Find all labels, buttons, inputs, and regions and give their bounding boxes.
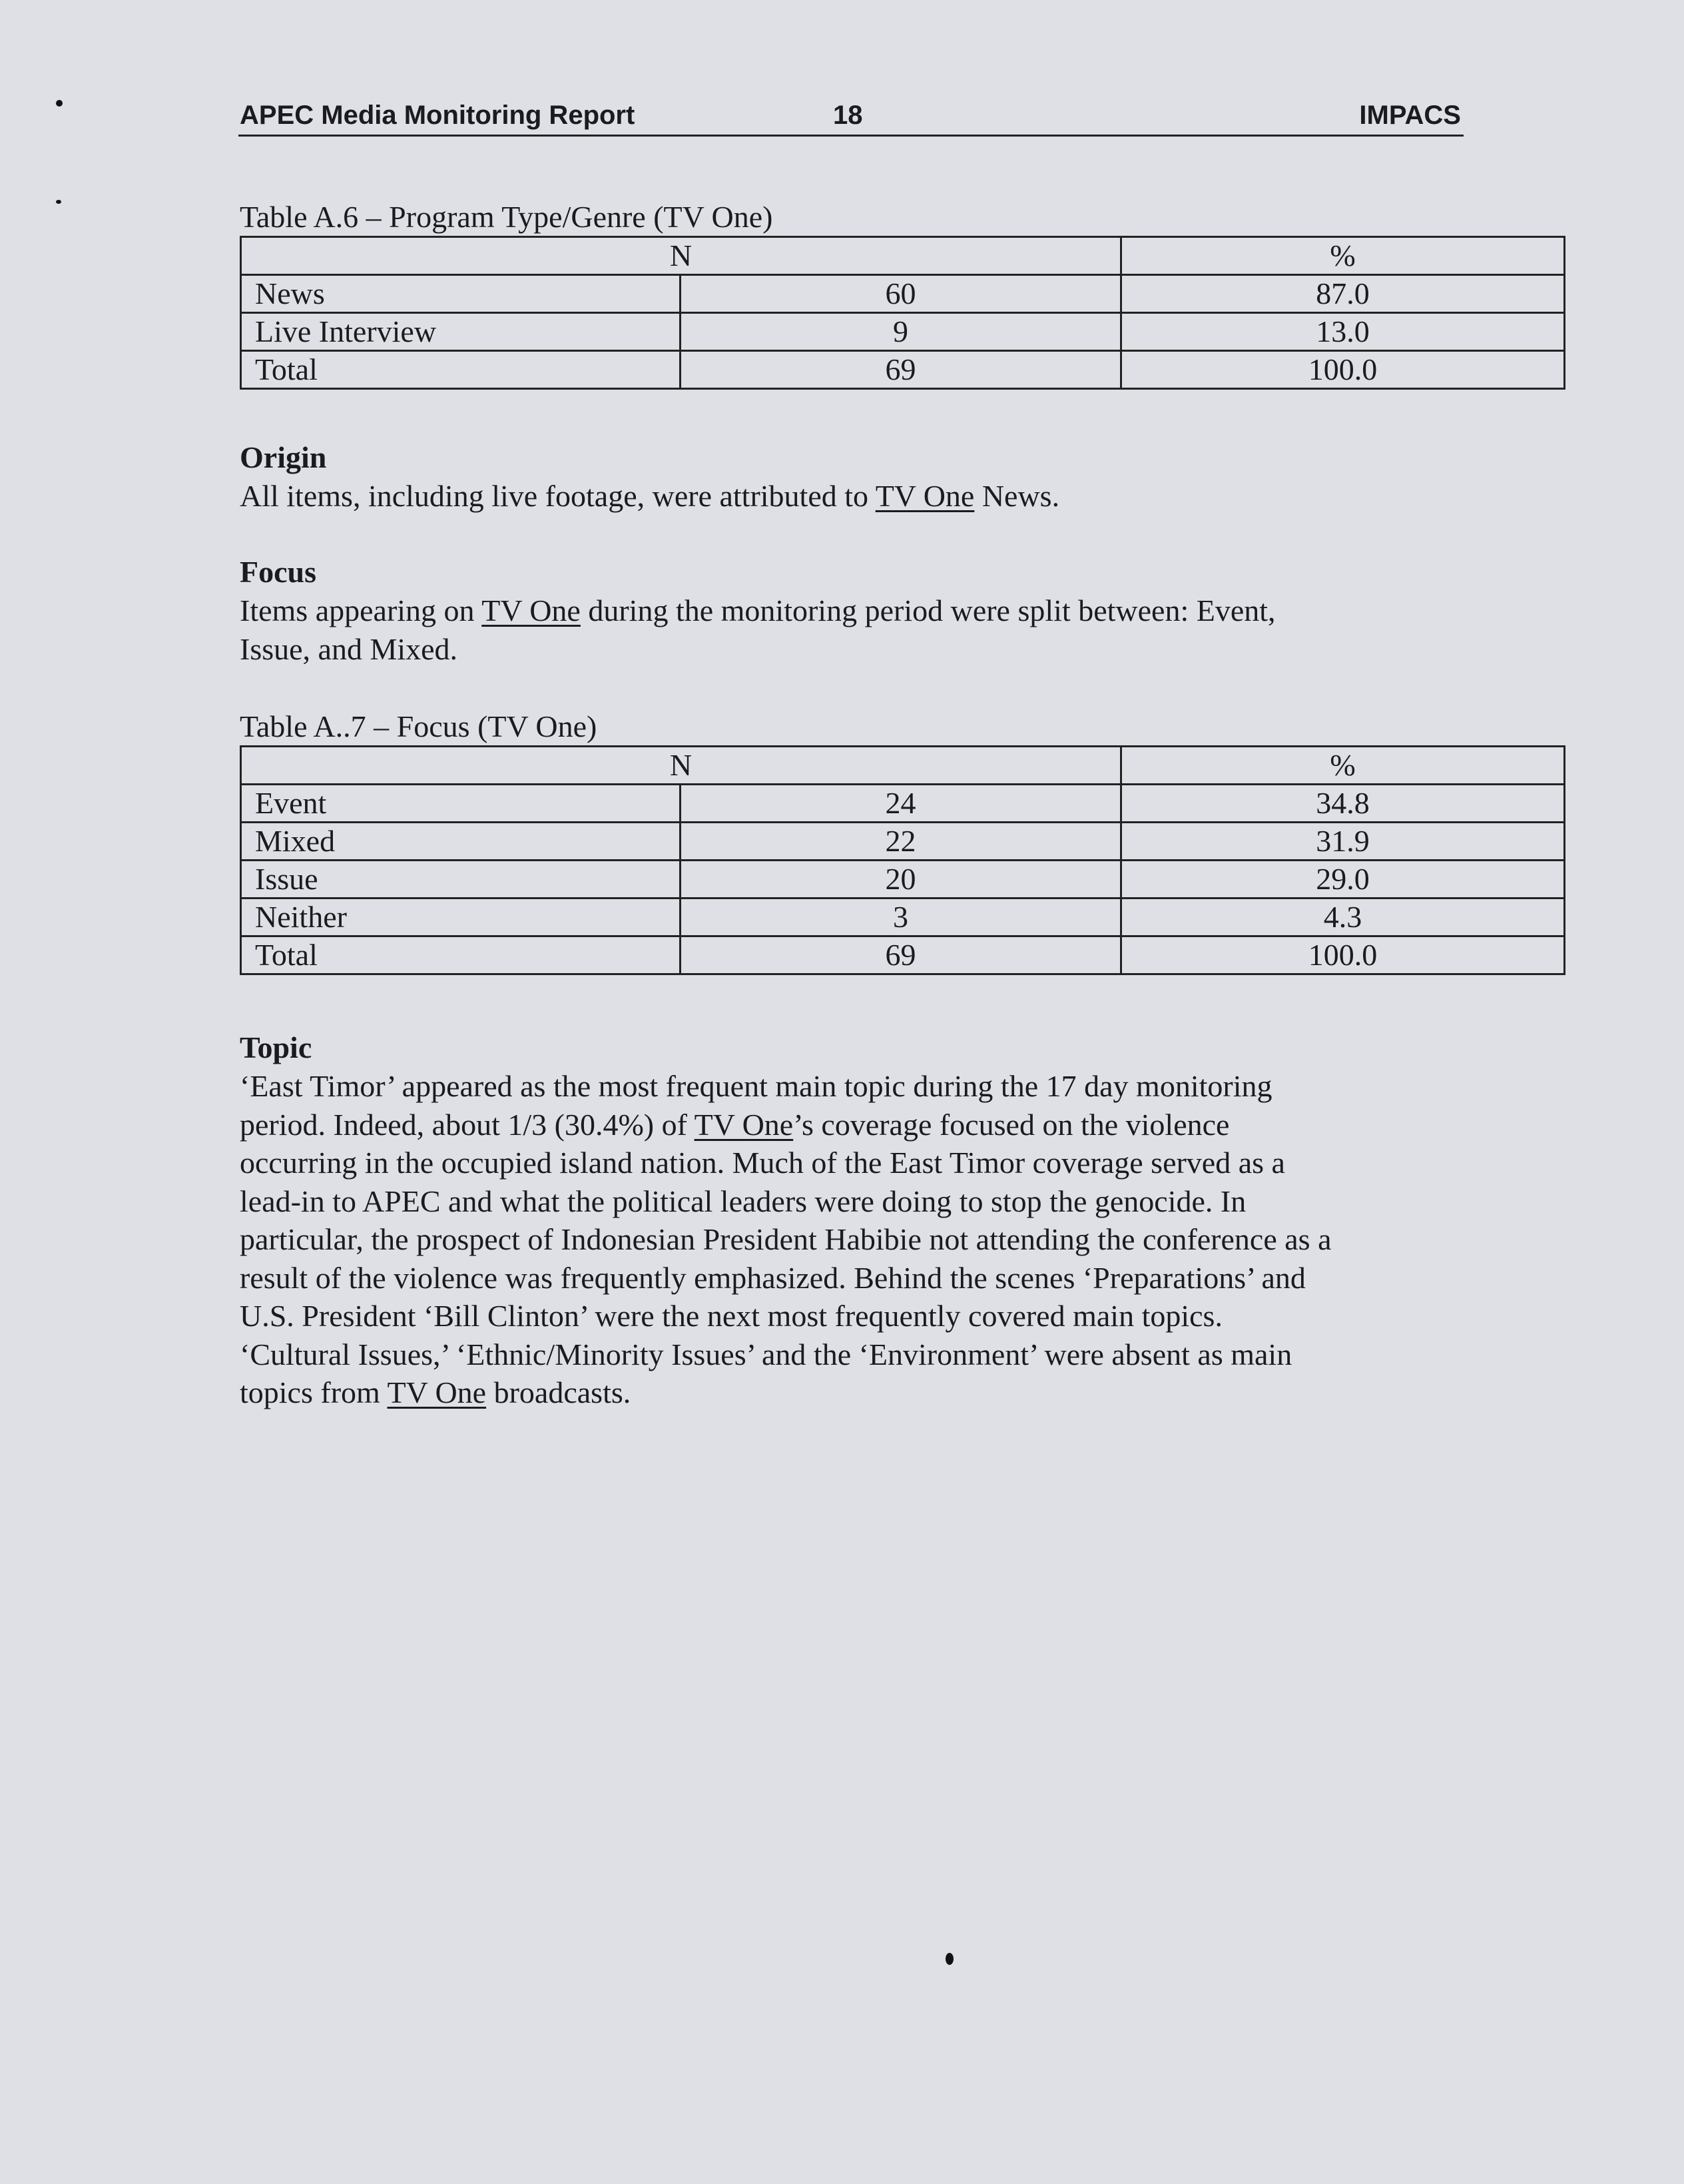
topic-line: ’s coverage focused on the violence (793, 1107, 1230, 1142)
table-row (241, 823, 1565, 861)
tv-one-reference: TV One (875, 479, 975, 513)
column-header-percent: % (1121, 237, 1565, 275)
row-n: 60 (681, 275, 1121, 313)
table-a6 (240, 236, 1565, 390)
focus-paragraph (240, 591, 1492, 668)
table-row (241, 313, 1565, 351)
column-header-percent: % (1121, 747, 1565, 785)
row-percent: 100.0 (1121, 936, 1565, 974)
topic-line: occurring in the occupied island nation. Much of the East Timor coverage served as a (240, 1146, 1285, 1180)
origin-heading: Origin (240, 440, 327, 474)
row-percent: 13.0 (1121, 313, 1565, 351)
row-label: Issue (241, 861, 681, 899)
focus-text-cont: during the monitoring period were split between: Event, (580, 593, 1276, 627)
table-a7-caption: Table A..7 – Focus (TV One) (240, 709, 597, 743)
row-label: Live Interview (241, 313, 681, 351)
table-a7 (240, 745, 1565, 975)
row-percent: 29.0 (1121, 861, 1565, 899)
topic-line: ‘Cultural Issues,’ ‘Ethnic/Minority Issues’ and the ‘Environment’ were absent as main (240, 1337, 1292, 1371)
tv-one-reference: TV One (481, 593, 581, 627)
row-n: 24 (681, 785, 1121, 823)
row-label: Event (241, 785, 681, 823)
row-n: 3 (681, 899, 1121, 936)
row-label: News (241, 275, 681, 313)
row-percent: 4.3 (1121, 899, 1565, 936)
page-header (238, 96, 1464, 137)
row-percent: 31.9 (1121, 823, 1565, 861)
row-label: Total (241, 351, 681, 389)
origin-text: All items, including live footage, were attributed to (240, 479, 876, 513)
table-a6-section (240, 198, 1465, 390)
table-row (241, 936, 1565, 974)
origin-paragraph (240, 477, 1492, 516)
focus-text-line2: Issue, and Mixed. (240, 631, 458, 666)
topic-line: period. Indeed, about 1/3 (30.4%) of (240, 1107, 695, 1142)
focus-section (240, 553, 1465, 668)
topic-line: result of the violence was frequently emphasized. Behind the scenes ‘Preparations’ and (240, 1260, 1306, 1295)
topic-line: ‘East Timor’ appeared as the most frequent main topic during the 17 day monitoring (240, 1069, 1272, 1103)
topic-paragraph (240, 1067, 1492, 1412)
focus-text: Items appearing on (240, 593, 482, 627)
topic-line: topics from (240, 1375, 388, 1409)
topic-line: particular, the prospect of Indonesian President Habibie not attending the conference as a (240, 1222, 1332, 1256)
topic-section (240, 1028, 1465, 1412)
row-percent: 87.0 (1121, 275, 1565, 313)
row-n: 69 (681, 351, 1121, 389)
table-header-row (241, 237, 1565, 275)
row-n: 9 (681, 313, 1121, 351)
scan-speck (56, 100, 63, 107)
tv-one-reference: TV One (694, 1107, 794, 1142)
table-row (241, 861, 1565, 899)
page-number: 18 (833, 101, 863, 130)
topic-line: U.S. President ‘Bill Clinton’ were the next most frequently covered main topics. (240, 1299, 1223, 1333)
row-percent: 34.8 (1121, 785, 1565, 823)
organization-name: IMPACS (1359, 101, 1461, 130)
table-row (241, 275, 1565, 313)
report-title: APEC Media Monitoring Report (240, 101, 635, 130)
tv-one-reference: TV One (387, 1375, 487, 1409)
origin-text-end: News. (974, 479, 1060, 513)
focus-heading: Focus (240, 555, 316, 589)
scan-speck (56, 200, 61, 204)
topic-heading: Topic (240, 1030, 312, 1064)
column-header-n: N (241, 237, 1121, 275)
row-label: Neither (241, 899, 681, 936)
table-row (241, 899, 1565, 936)
scan-speck (946, 1953, 954, 1965)
table-header-row (241, 747, 1565, 785)
row-label: Total (241, 936, 681, 974)
topic-line: lead-in to APEC and what the political leaders were doing to stop the genocide. In (240, 1184, 1247, 1218)
row-n: 22 (681, 823, 1121, 861)
row-percent: 100.0 (1121, 351, 1565, 389)
table-row (241, 785, 1565, 823)
topic-line: broadcasts. (486, 1375, 631, 1409)
row-label: Mixed (241, 823, 681, 861)
table-a7-section (240, 708, 1465, 975)
origin-section (240, 438, 1465, 516)
column-header-n: N (241, 747, 1121, 785)
row-n: 69 (681, 936, 1121, 974)
row-n: 20 (681, 861, 1121, 899)
table-row (241, 351, 1565, 389)
table-a6-caption: Table A.6 – Program Type/Genre (TV One) (240, 200, 773, 234)
